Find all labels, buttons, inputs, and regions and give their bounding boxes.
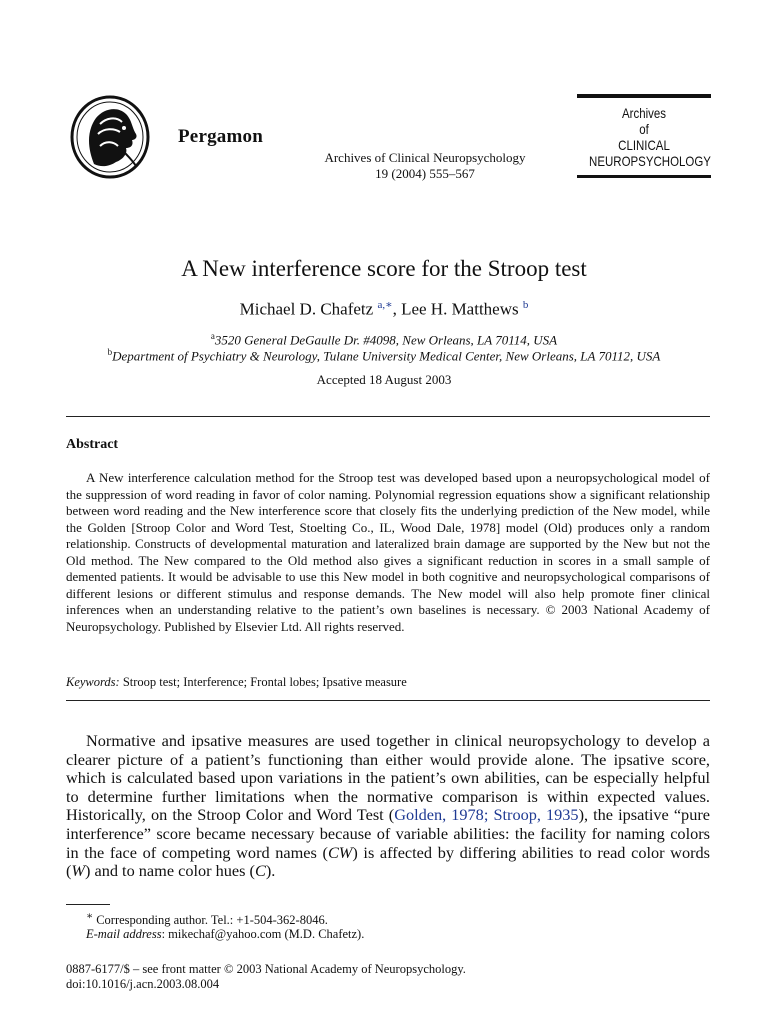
affiliation-mark: a xyxy=(210,331,215,341)
variable-w: W xyxy=(71,861,85,881)
body-text: Normative and ipsative measures are used together in clinical neuropsychology to develop a clearer picture of a patient’s functioning than either would provide alone. The ipsative score, which is calculated based upon variations in the patient’s own abilities, can be especially helpful to determine further limitations when the normative comparison is within expected values. Historically, on the Stroop Color and Word Test ( xyxy=(66,731,710,825)
journal-logo-box xyxy=(577,94,711,178)
footnote-divider xyxy=(66,904,110,905)
journal-box-bottom-bar xyxy=(577,175,711,178)
citation-separator: ; xyxy=(483,805,494,825)
author-affiliation-mark[interactable]: a,∗ xyxy=(377,299,393,311)
accepted-date: Accepted 18 August 2003 xyxy=(316,372,452,387)
body-text: ) is affected by differing abilities to read color words ( xyxy=(66,842,710,881)
keywords-list: Stroop test; Interference; Frontal lobes; Ipsative measure xyxy=(122,675,407,689)
pergamon-logo xyxy=(66,94,166,180)
body-text: ). xyxy=(265,861,276,881)
footnote-mark: ∗ xyxy=(86,911,94,922)
email-address[interactable]: : mikechaf@yahoo.com (M.D. Chafetz). xyxy=(161,927,365,941)
journal-box-line: NEUROPSYCHOLOGY xyxy=(589,153,711,169)
keywords xyxy=(66,675,710,690)
publisher-name: Pergamon xyxy=(178,126,263,147)
footnote-corresponding xyxy=(86,910,328,928)
affiliation-a xyxy=(0,331,768,348)
divider xyxy=(66,700,710,701)
affiliation-text: Department of Psychiatry & Neurology, Tulane University Medical Center, New Orleans, LA 70112, USA xyxy=(112,348,661,364)
journal-box-line: of xyxy=(639,121,649,137)
author-affiliation-mark[interactable]: b xyxy=(522,299,529,311)
abstract-text: A New interference calculation method for the Stroop test was developed based upon a neuropsychological model of the suppression of word reading in favor of color naming. Polynomial regression equations show a significant relationship between word reading and the New interference score that closely fits the underlying prediction of the New model, while the Golden [Stroop Color and Word Test, Stoelting Co., IL, Wood Dale, 1978] model (Old) produces only a random relationship. Constructs of developmental maturation and lateralized brain damage are supported by the New but not the Old method. The New compared to the Old method also gives a significant reduction in scores in a small sample of demented patients. It would be advisable to use this New model in both cognitive and neuropsychological comparisons of different lesions or different stimulus and response demands. The New model will also help promote finer clinical inferences when an understanding relative to the patient’s own baselines is necessary. xyxy=(66,470,710,617)
variable-cw: CW xyxy=(327,842,353,862)
citation-link[interactable]: Stroop, 1935 xyxy=(493,805,579,825)
body-paragraph xyxy=(66,732,710,881)
issn-line: 0887-6177/$ – see front matter © 2003 National Academy of Neuropsychology. xyxy=(66,962,466,976)
footnote-email xyxy=(86,927,364,942)
footnote-text: Corresponding author. Tel.: +1-504-362-8046. xyxy=(96,913,328,928)
journal-box-line: Archives xyxy=(621,105,667,121)
journal-box-top-bar xyxy=(577,94,711,98)
email-label: E-mail address xyxy=(86,927,162,941)
abstract-copyright: © 2003 National Academy of Neuropsychology. Published by Elsevier Ltd. All rights reserved. xyxy=(66,602,711,634)
body-text: ) and to name color hues ( xyxy=(84,861,255,881)
journal-box-line: CLINICAL xyxy=(618,137,670,153)
divider xyxy=(66,416,710,417)
journal-volume: 19 (2004) 555–567 xyxy=(375,166,475,181)
author-name[interactable]: Lee H. Matthews xyxy=(401,299,519,319)
author-list xyxy=(0,298,768,320)
affiliation-b xyxy=(0,347,768,364)
article-title: A New interference score for the Stroop test xyxy=(181,256,587,281)
variable-c: C xyxy=(254,861,266,881)
affiliation-mark: b xyxy=(107,347,113,357)
author-name[interactable]: Michael D. Chafetz xyxy=(239,299,374,319)
body-text: ), the ipsative “pure interference” score became necessary because of variable abilities: the facility for naming colors in the face of competing word names ( xyxy=(66,805,710,862)
citation-link[interactable]: Golden, 1978 xyxy=(394,805,484,825)
journal-citation xyxy=(290,150,560,182)
doi-link[interactable]: doi:10.1016/j.acn.2003.08.004 xyxy=(66,977,220,991)
abstract-body xyxy=(66,470,710,635)
affiliation-text: 3520 General DeGaulle Dr. #4098, New Orleans, LA 70114, USA xyxy=(214,332,558,348)
abstract-heading: Abstract xyxy=(66,437,119,452)
keywords-label: Keywords: xyxy=(66,675,120,689)
journal-name: Archives of Clinical Neuropsychology xyxy=(324,150,526,165)
author-separator: , xyxy=(392,299,402,319)
